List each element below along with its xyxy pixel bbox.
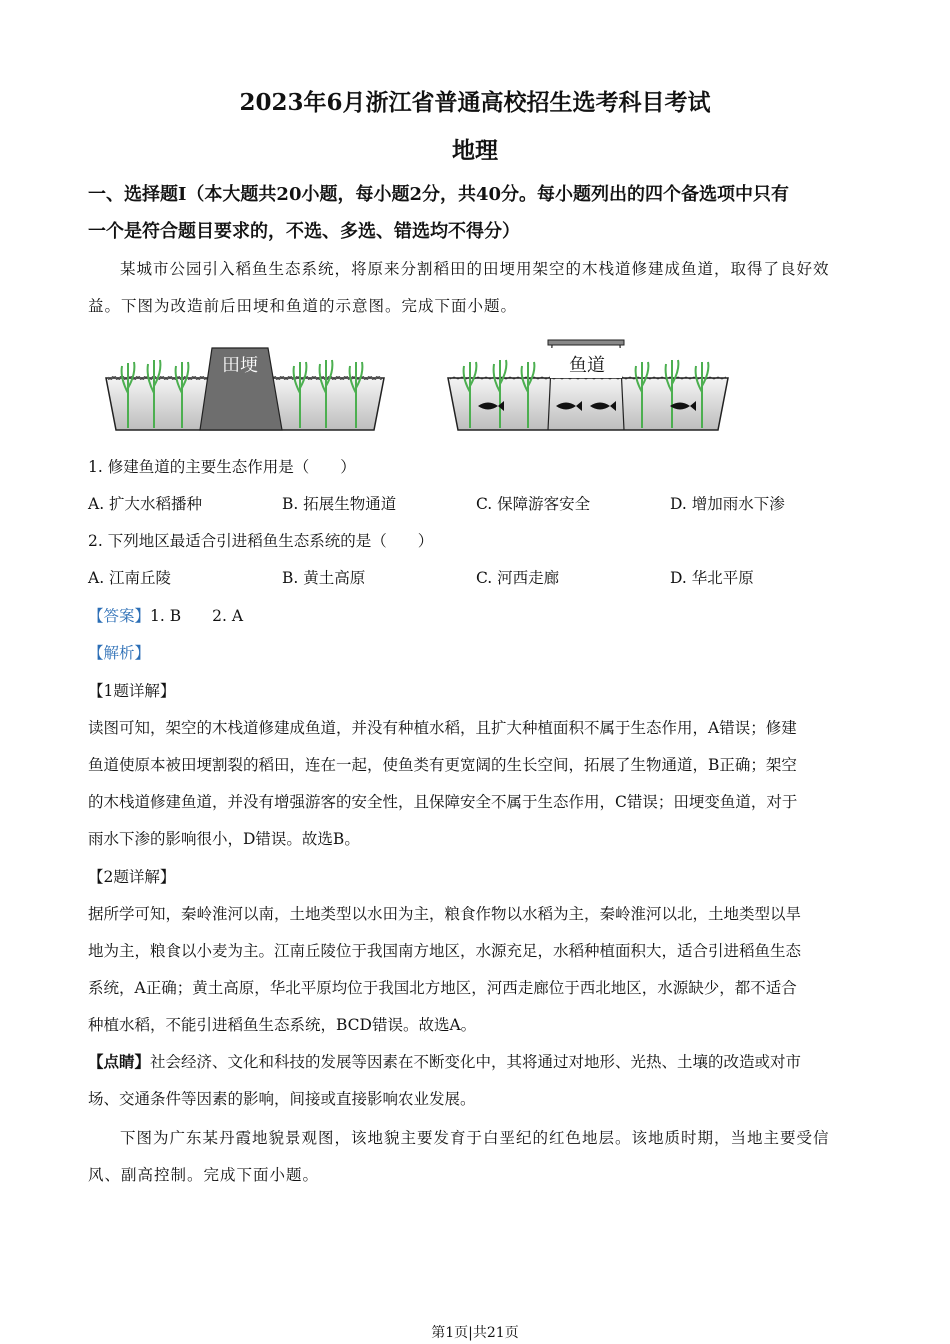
- analysis-tag: 【解析】: [88, 644, 151, 662]
- q2-option-d: D. 华北平原: [670, 569, 754, 587]
- detail2-tag: 【2题详解】: [88, 868, 176, 886]
- answer-line: [88, 604, 243, 626]
- detail1-line: 鱼道使原本被田埂割裂的稻田，连在一起，使鱼类有更宽阔的生长空间，拓展了生物通道，B正确；架空: [88, 756, 797, 774]
- q1-option-b: B. 拓展生物通道: [282, 495, 397, 513]
- section-heading-line2: 一个是符合题目要求的，不选、多选、错选均不得分）: [88, 221, 520, 242]
- q1-stem: 1. 修建鱼道的主要生态作用是（ ）: [88, 458, 356, 476]
- detail2-line: 据所学可知，秦岭淮河以南，土地类型以水田为主，粮食作物以水稻为主，秦岭淮河以北，土地类型以旱: [88, 905, 802, 923]
- answer-text: 1. B 2. A: [150, 607, 244, 625]
- detail1-tag: 【1题详解】: [88, 682, 176, 700]
- exam-title: 2023年6月浙江省普通高校招生选考科目考试: [239, 89, 711, 116]
- page-footer: 第1页|共21页: [431, 1325, 519, 1341]
- answer-tag: 【答案】: [88, 607, 151, 625]
- q2-option-b: B. 黄土高原: [282, 569, 366, 587]
- detail1-line: 的木栈道修建鱼道，并没有增强游客的安全性，且保障安全不属于生态作用，C错误；田埂变鱼道，对于: [88, 793, 798, 811]
- figure-before: [100, 338, 390, 438]
- intro2-line1: 下图为广东某丹霞地貌景观图，该地貌主要发育于白垩纪的红色地层。该地质时期，当地主要受信: [120, 1129, 830, 1147]
- section-heading-line1: 一、选择题Ⅰ（本大题共20小题，每小题2分，共40分。每小题列出的四个备选项中只有: [88, 184, 790, 205]
- q2-stem: 2. 下列地区最适合引进稻鱼生态系统的是（ ）: [88, 532, 434, 550]
- intro-line1: 某城市公园引入稻鱼生态系统，将原来分割稻田的田埂用架空的木栈道修建成鱼道，取得了良好效: [120, 260, 830, 278]
- ridge-label: 田埂: [222, 355, 258, 376]
- tip-line: [88, 1050, 801, 1072]
- detail2-line: 种植水稻，不能引进稻鱼生态系统，BCD错误。故选A。: [88, 1016, 477, 1034]
- q2-option-c: C. 河西走廊: [476, 569, 560, 587]
- subject-title: 地理: [452, 137, 498, 164]
- detail1-line: 雨水下渗的影响很小，D错误。故选B。: [88, 830, 360, 848]
- detail2-line: 地为主，粮食以小麦为主。江南丘陵位于我国南方地区，水源充足，水稻种植面积大，适合引进稻鱼生态: [88, 942, 802, 960]
- fishway-label: 鱼道: [569, 355, 605, 376]
- q1-option-d: D. 增加雨水下渗: [670, 495, 785, 513]
- detail1-line: 读图可知，架空的木栈道修建成鱼道，并没有种植水稻，且扩大种植面积不属于生态作用，A错误；修建: [88, 719, 797, 737]
- q1-option-c: C. 保障游客安全: [476, 495, 591, 513]
- tip-line2: 场、交通条件等因素的影响，间接或直接影响农业发展。: [88, 1090, 476, 1108]
- tip-text: 社会经济、文化和科技的发展等因素在不断变化中，其将通过对地形、光热、土壤的改造或对市: [150, 1053, 802, 1071]
- intro2-line2: 风、副高控制。完成下面小题。: [88, 1166, 320, 1184]
- intro-line2: 益。下图为改造前后田埂和鱼道的示意图。完成下面小题。: [88, 297, 518, 315]
- figure-after: [444, 336, 732, 438]
- q2-option-a: A. 江南丘陵: [88, 569, 172, 587]
- detail2-line: 系统，A正确；黄土高原，华北平原均位于我国北方地区，河西走廊位于西北地区，水源缺少，都不适合: [88, 979, 797, 997]
- q1-option-a: A. 扩大水稻播种: [88, 495, 203, 513]
- tip-tag: 【点睛】: [88, 1052, 151, 1071]
